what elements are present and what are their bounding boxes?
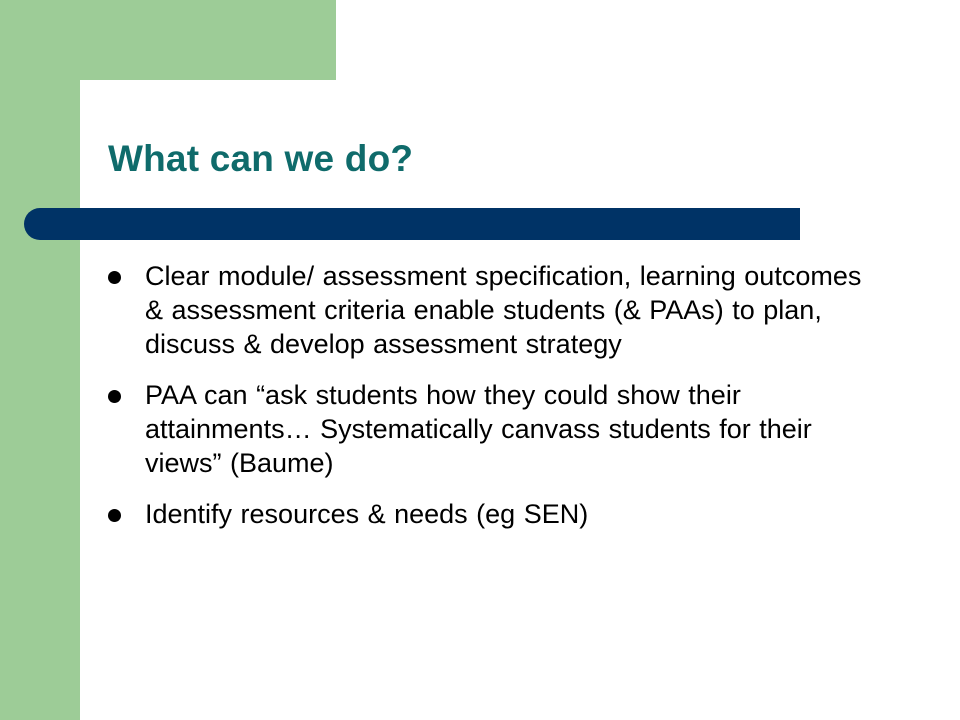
bullet-dot-icon	[108, 509, 121, 522]
bullet-text: Identify resources & needs (eg SEN)	[145, 499, 589, 529]
slide-title: What can we do?	[108, 138, 414, 179]
bullet-list	[108, 259, 878, 548]
bullet-dot-icon	[108, 390, 121, 403]
bullet-item	[108, 497, 878, 531]
bullet-item	[108, 259, 878, 361]
title-underline-bar	[24, 208, 800, 240]
bullet-text: PAA can “ask students how they could show their attainments… Systematically canvass students for their views” (Baume)	[145, 380, 812, 478]
bullet-item	[108, 378, 878, 480]
green-side-band	[0, 0, 80, 720]
bullet-text: Clear module/ assessment specification, learning outcomes & assessment criteria enable students (& PAAs) to plan, discuss & develop assessment strategy	[145, 261, 862, 359]
green-top-band	[0, 0, 336, 80]
bullet-dot-icon	[108, 271, 121, 284]
